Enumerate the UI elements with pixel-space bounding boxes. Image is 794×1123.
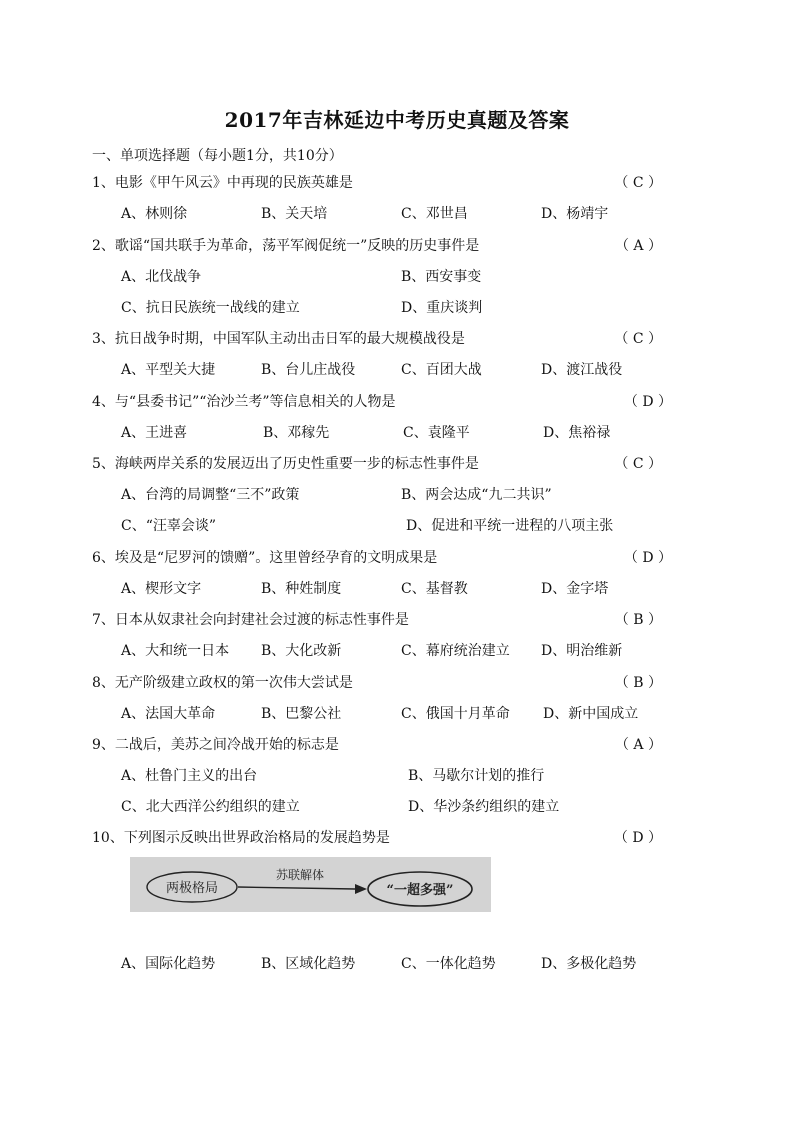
question-stem: 9、二战后，美苏之间冷战开始的标志是	[92, 737, 339, 753]
answer-mark: （ B ）	[614, 612, 662, 628]
question-5	[92, 454, 662, 474]
option-d: D、杨靖宇	[541, 206, 609, 222]
page-title: 2017年吉林延边中考历史真题及答案	[224, 108, 570, 132]
option-d: D、明治维新	[541, 643, 623, 659]
option-d: D、重庆谈判	[401, 300, 483, 316]
question-stem: 6、埃及是“尼罗河的馈赠”。这里曾经孕育的文明成果是	[92, 550, 438, 566]
section-heading: 一、单项选择题（每小题1分，共10分）	[92, 148, 343, 164]
option-b: B、区域化趋势	[261, 956, 356, 972]
option-c: C、“汪辜会谈”	[121, 518, 217, 534]
option-d: D、多极化趋势	[541, 956, 637, 972]
question-stem: 5、海峡两岸关系的发展迈出了历史性重要一步的标志性事件是	[92, 456, 479, 472]
question-10	[92, 828, 662, 848]
arrow-head-icon	[355, 884, 367, 894]
option-a: A、法国大革命	[121, 706, 216, 722]
option-b: B、种姓制度	[261, 581, 342, 597]
option-b: B、马歇尔计划的推行	[408, 768, 545, 784]
option-d: D、金字塔	[541, 581, 609, 597]
option-b: B、巴黎公社	[261, 706, 342, 722]
option-a: A、国际化趋势	[121, 956, 216, 972]
figure-right-node: “一超多强”	[386, 883, 454, 898]
option-c: C、抗日民族统一战线的建立	[121, 300, 300, 316]
answer-mark: （ B ）	[614, 675, 662, 691]
question-stem: 1、电影《甲午风云》中再现的民族英雄是	[92, 175, 353, 191]
question-stem: 8、无产阶级建立政权的第一次伟大尝试是	[92, 675, 353, 691]
figure-arrow-label: 苏联解体	[275, 868, 325, 882]
question-stem: 3、抗日战争时期，中国军队主动出击日军的最大规模战役是	[92, 331, 465, 347]
option-d: D、促进和平统一进程的八项主张	[406, 518, 614, 534]
question-8	[92, 673, 662, 693]
option-d: D、新中国成立	[543, 706, 639, 722]
option-d: D、焦裕禄	[543, 425, 611, 441]
option-c: C、幕府统治建立	[401, 643, 510, 659]
option-c: C、袁隆平	[403, 425, 470, 441]
answer-mark: （ D ）	[623, 394, 672, 410]
option-c: C、基督教	[401, 581, 468, 597]
figure-left-node: 两极格局	[165, 881, 219, 896]
option-b: B、西安事变	[401, 269, 482, 285]
question-4	[92, 392, 672, 412]
option-b: B、台儿庄战役	[261, 362, 356, 378]
answer-mark: （ A ）	[614, 737, 662, 753]
answer-mark: （ D ）	[623, 550, 672, 566]
option-a: A、王进喜	[121, 425, 188, 441]
option-c: C、俄国十月革命	[401, 706, 510, 722]
option-c: C、北大西洋公约组织的建立	[121, 799, 300, 815]
option-a: A、台湾的局调整“三不”政策	[121, 487, 300, 503]
answer-mark: （ A ）	[614, 238, 662, 254]
option-c: C、百团大战	[401, 362, 482, 378]
option-b: B、邓稼先	[263, 425, 330, 441]
option-d: D、渡江战役	[541, 362, 623, 378]
answer-mark: （ D ）	[613, 830, 662, 846]
answer-mark: （ C ）	[614, 175, 662, 191]
option-c: C、一体化趋势	[401, 956, 496, 972]
answer-mark: （ C ）	[614, 331, 662, 347]
option-c: C、邓世昌	[401, 206, 468, 222]
option-a: A、大和统一日本	[121, 643, 230, 659]
option-a: A、北伐战争	[121, 269, 202, 285]
option-b: B、两会达成“九二共识”	[401, 487, 552, 503]
option-a: A、平型关大捷	[121, 362, 216, 378]
question-6	[92, 548, 672, 568]
question-stem: 10、下列图示反映出世界政治格局的发展趋势是	[92, 830, 390, 846]
question-stem: 4、与“县委书记”“治沙兰考”等信息相关的人物是	[92, 394, 396, 410]
option-a: A、杜鲁门主义的出台	[121, 768, 258, 784]
option-d: D、华沙条约组织的建立	[408, 799, 560, 815]
option-b: B、关天培	[261, 206, 328, 222]
political-pattern-figure	[130, 857, 491, 912]
question-stem: 7、日本从奴隶社会向封建社会过渡的标志性事件是	[92, 612, 409, 628]
option-a: A、林则徐	[121, 206, 188, 222]
answer-mark: （ C ）	[614, 456, 662, 472]
arrow-line	[238, 887, 355, 889]
question-3	[92, 329, 662, 349]
question-2	[92, 236, 662, 256]
option-b: B、大化改新	[261, 643, 342, 659]
question-7	[92, 610, 662, 630]
question-stem: 2、歌谣“国共联手为革命，荡平军阀促统一”反映的历史事件是	[92, 238, 480, 254]
question-9	[92, 735, 662, 755]
option-a: A、楔形文字	[121, 581, 202, 597]
question-1	[92, 173, 662, 193]
